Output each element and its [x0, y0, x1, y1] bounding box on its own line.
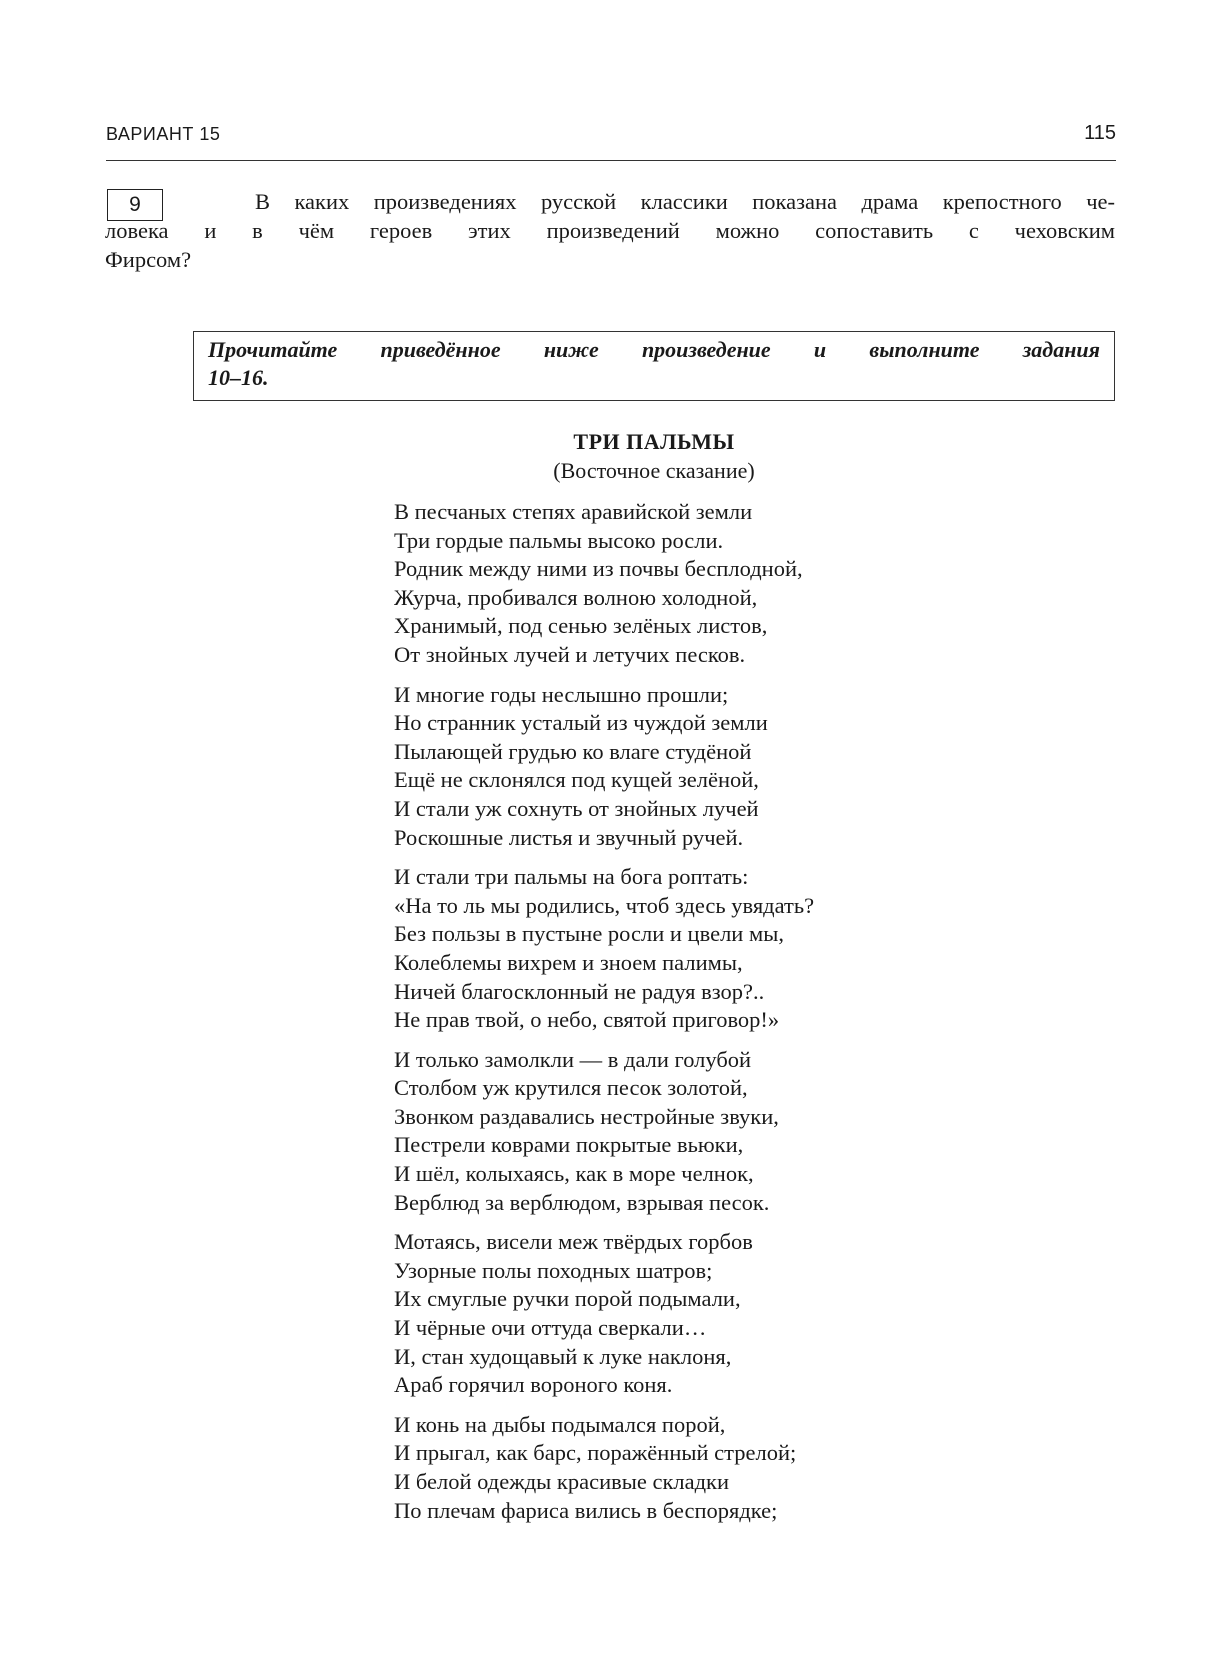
poem-line: Журча, пробивался волною холодной,: [394, 584, 758, 610]
poem-line: Ничей благосклонный не радуя взор?..: [394, 978, 765, 1004]
poem-line: И только замолкли — в дали голубой: [394, 1046, 752, 1072]
poem-line: Не прав твой, о небо, святой приговор!»: [394, 1007, 780, 1033]
variant-label: ВАРИАНТ 15: [106, 124, 221, 144]
poem-line: И стали уж сохнуть от знойных лучей: [394, 795, 759, 821]
poem-line: И шёл, колыхаясь, как в море челнок,: [394, 1161, 754, 1187]
task-question-line: Фирсом?: [105, 247, 192, 272]
task-question-line: ловека и в чём героев этих произведений можно сопоставить с чеховским: [105, 218, 1115, 243]
poem-line: Мотаясь, висели меж твёрдых горбов: [394, 1229, 753, 1255]
poem-line: Араб горячил вороного коня.: [394, 1372, 673, 1398]
poem-line: Пестрели коврами покрытые вьюки,: [394, 1132, 744, 1158]
poem-stanza: [394, 863, 954, 1035]
instruction-box: [193, 331, 1115, 401]
poem-line: В песчаных степях аравийской земли: [394, 499, 753, 524]
task-question: [105, 187, 1115, 274]
poem-stanza: [394, 1228, 954, 1400]
poem-line: Узорные полы походных шатров;: [394, 1257, 713, 1283]
poem-line: Родник между ними из почвы бесплодной,: [394, 556, 803, 582]
poem-line: Колеблемы вихрем и зноем палимы,: [394, 949, 743, 975]
poem-line: Столбом уж крутился песок золотой,: [394, 1075, 748, 1101]
page-header: [106, 124, 1116, 161]
poem-stanza: [394, 681, 954, 853]
poem-line: Но странник усталый из чуждой земли: [394, 710, 768, 736]
poem-line: И многие годы неслышно прошли;: [394, 681, 729, 707]
poem-stanza: [394, 1411, 954, 1525]
poem-subtitle: (Восточное сказание): [553, 458, 755, 483]
poem-line: Роскошные листья и звучный ручей.: [394, 824, 744, 850]
task-question-line: В каких произведениях русской классики показана драма крепостного че-: [255, 189, 1115, 214]
poem-line: И, стан худощавый к луке наклоня,: [394, 1343, 732, 1369]
instruction-line: Прочитайте приведённое ниже произведение и выполните задания: [208, 337, 1100, 362]
poem-line: Их смуглые ручки порой подымали,: [394, 1286, 741, 1312]
instruction-line: 10–16.: [208, 365, 269, 390]
poem-line: Три гордые пальмы высоко росли.: [394, 527, 724, 553]
poem-line: Хранимый, под сенью зелёных листов,: [394, 613, 768, 639]
poem-line: Пылающей грудью ко влаге студёной: [394, 738, 752, 764]
poem-line: По плечам фариса вились в беспорядке;: [394, 1497, 778, 1523]
poem-line: И белой одежды красивые складки: [394, 1469, 730, 1494]
poem-line: И чёрные очи оттуда сверкали…: [394, 1315, 707, 1341]
page-number: 115: [1084, 122, 1116, 144]
poem-line: И конь на дыбы подымался порой,: [394, 1411, 726, 1437]
poem-line: Ещё не склонялся под кущей зелёной,: [394, 767, 759, 793]
poem-line: От знойных лучей и летучих песков.: [394, 641, 746, 667]
poem-line: Звонком раздавались нестройные звуки,: [394, 1103, 779, 1129]
poem-line: И прыгал, как барс, поражённый стрелой;: [394, 1440, 797, 1466]
task-number-box: 9: [107, 189, 163, 221]
poem-line: «На то ль мы родились, чтоб здесь увядать?: [394, 892, 815, 918]
poem-title: ТРИ ПАЛЬМЫ: [573, 429, 735, 454]
poem-stanza: [394, 1046, 954, 1218]
poem-line: Без пользы в пустыне росли и цвели мы,: [394, 921, 784, 947]
poem-line: Верблюд за верблюдом, взрывая песок.: [394, 1189, 770, 1215]
poem-line: И стали три пальмы на бога роптать:: [394, 864, 749, 890]
poem-stanza: [394, 498, 954, 670]
poem-body: [394, 498, 954, 1536]
